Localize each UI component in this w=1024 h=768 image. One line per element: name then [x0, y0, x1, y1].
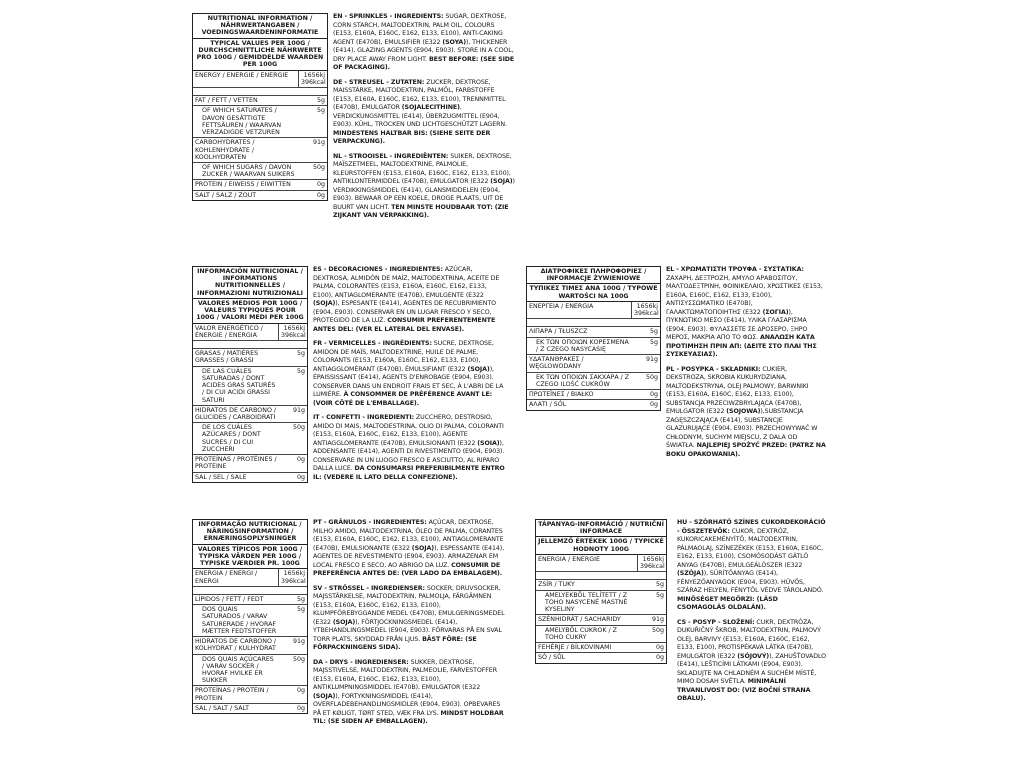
nutrient-label: FAT / FETT / VETTEN	[195, 97, 258, 105]
best-before-text: MINIMÁLNÍ TRVANLIVOST DO: (VIZ BOČNÍ STRANA OBALU).	[677, 678, 811, 702]
nutrient-label: PROTEIN / EIWEISS / EIWITTEN	[195, 181, 291, 189]
ingredients-block	[677, 519, 827, 710]
nutrient-label: FEHÉRJE / BÍLKOVINAMI	[538, 644, 612, 652]
nutrient-value: 5g	[655, 581, 664, 589]
nutrition-table	[526, 266, 661, 411]
ingredients-paragraph	[313, 585, 508, 653]
ingredients-heading: DE - STREUSEL - ZUTATEN:	[333, 78, 425, 86]
ingredients-text: ),SUBSTANCJA ZAGĘSZCZAJĄCA (E414), SUBSTANCJE GLAZURUJĄCE (E904, E903). PRZECHOWYWAĆ W CHŁODNYM, SUCHYM MIEJSCU, Z DALA OD ŚWIATŁA.	[666, 408, 818, 449]
table-subtitle: JELLEMZŐ ÉRTÉKEK 100G / TYPICKÉ HODNOTY 100G	[536, 537, 666, 554]
nutrient-value: 50g	[292, 655, 305, 663]
ingredients-block	[333, 13, 515, 227]
nutrition-table	[192, 266, 308, 483]
table-row	[527, 390, 660, 400]
nutrient-value: 5g	[296, 367, 305, 375]
table-title: NUTRITIONAL INFORMATION / NÄHRWERTANGABEN / VOEDINGSWAARDENINFORMATIE	[193, 14, 327, 39]
ingredients-text: SUGAR, DEXTROSE, CORN STARCH, MALTODEXTRIN, PALM OIL, COLOURS (E153, E160A, E160C, E162, E133, E100), ANTI-CAKING AGENT (E470B), EMULSIFIER (E322	[333, 13, 507, 46]
nutrient-label: LÍPIDOS / FETT / FEDT	[195, 595, 264, 603]
best-before-text: CONSUMIR PREFERENTEMENTE ANTES DEL: (VER EL LATERAL DEL ENVASE).	[313, 317, 496, 333]
table-row	[527, 338, 660, 355]
table-row	[527, 355, 660, 372]
ingredients-text: ZUCCHERO, DESTROSIO, AMIDO DI MAIS, MALTODESTRINA, OLIO DI PALMA, COLORANTI (E153, E160A, E160C, E162, E133, E100), AGENTE ANTIAGGLOMERANTE (E470B), EMULSIONANTI (E322	[313, 414, 504, 447]
ingredients-paragraph	[313, 266, 508, 334]
nutrition-table	[192, 13, 328, 201]
table-row	[193, 163, 327, 180]
ingredients-heading: HU - SZÓRHATÓ SZÍNES CUKORDEKORÁCIÓ - ÖSSZETEVŐK:	[677, 519, 826, 535]
ingredients-block	[313, 519, 508, 733]
ingredients-paragraph	[313, 340, 508, 408]
best-before-text: ΑΝΑΛΩΣΗ ΚΑΤΑ ΠΡΟΤΙΜΗΣΗ ΠΡΙΝ ΑΠ: (ΔΕΙΤΕ ΣΤΟ ΠΛΑΙ ΤΗΣ ΣΥΣΚΕΥΑΣΙΑΣ).	[666, 334, 817, 358]
table-row	[527, 326, 660, 337]
allergen-text: (SOJA)	[332, 618, 356, 626]
nutrient-value: 50g	[312, 163, 325, 171]
ingredients-text: ), FÖRTJOCKNINGSMEDEL (E414), YTBEHANDLINGSMEDEL (E904, E903). FÖRVARAS PÅ EN SVAL TORR PLATS, SKYDDAD FRÅN LJUS.	[313, 618, 502, 643]
best-before-text: BÄST FÖRE: (SE FÖRPACKNINGENS SIDA).	[313, 635, 477, 651]
best-before-text: MINŐSÉGET MEGŐRZI: (LÁSD CSOMAGOLÁS OLDALÁN).	[677, 595, 778, 611]
ingredients-text: CUKR, DEXTRÓZA, DUKUŘIČNÝ ŠKROB, MALTODEXTRIN, PALMOVÝ OLEJ, BARVIVY (E153, E160A, E160C, E162, E133, E100), PROTISPÉKAVÁ LÁTKA (E470B), EMULGÁTOR (E322	[677, 618, 821, 660]
allergen-text: (SZÓJA)	[677, 570, 704, 577]
nutrient-value: 91g	[292, 406, 305, 414]
table-subtitle: VALORES TÍPICOS POR 100G / TYPISKA VÄRDEN PER 100G / TYPISKE VÆRDIER PR. 100G	[193, 545, 307, 570]
nutrient-value: 0g	[296, 473, 305, 481]
ingredients-heading: EN - SPRINKLES - INGREDIENTS:	[333, 13, 444, 20]
nutrient-label: ΑΛΑΤΙ / SÓL	[529, 401, 567, 409]
ingredients-text: ), ÉPAISSISSANT (E414), AGENTS D'ENROBAGE (E904, E903). CONSERVER DANS UN ENDROIT FRAIS ET SEC, À L'ABRI DE LA LUMIÈRE.	[313, 365, 504, 398]
nutrient-value: 91g	[651, 616, 664, 624]
nutrition-table	[535, 519, 667, 664]
allergen-text: (SOJA)	[490, 178, 513, 185]
best-before-text: DA CONSUMARSI PREFERIBILMENTE ENTRO IL: (VEDERE IL LATO DELLA CONFEZIONE).	[313, 465, 505, 481]
nutrient-value: 0g	[655, 654, 664, 662]
table-row	[193, 406, 307, 423]
ingredients-text: ), ESPESANTE (E414), AGENTES DE RECUBRIMIENTO (E904, E903). CONSERVAR EN UN LUGAR FRESCO Y SECO, PROTEGIDO DE LA LUZ.	[313, 300, 496, 324]
table-row	[193, 637, 307, 654]
nutrient-value: 1656kj 396kcal	[631, 302, 660, 318]
ingredients-paragraph	[313, 414, 508, 482]
ingredients-text: ), SŰRÍTŐANYAG (E414), FÉNYEZŐANYAGOK (E904, E903). HŰVÖS, SZÁRAZ HELYEN, FÉNYTŐL VÉDVE TÁROLANDÓ.	[677, 570, 824, 594]
allergen-text: (SOIA)	[477, 439, 500, 447]
nutrient-value: 50g	[645, 373, 658, 381]
nutrient-label: ENERGIA / ENERGI / ENERGI	[195, 570, 258, 585]
nutrient-label: DOS QUAIS SATURADOS / VARAV SATURERADE / HVORAF MÆTTER FEDTSTOFFER	[202, 606, 277, 635]
allergen-text: (SOJA)	[467, 365, 490, 373]
nutrient-label: SAL / SEL / SALE	[195, 473, 247, 481]
ingredients-text: ), FORTYKNINGSMIDDEL (E414), OVERFLADEBEHANDLINGSMIDLER (E904, E903). OPBEVARES PÅ ET KØLIGT, TØRT STED, VÆK FRA LYS.	[313, 692, 501, 717]
ingredients-paragraph	[313, 519, 508, 579]
ingredients-heading: IT - CONFETTI - INGREDIENTI:	[313, 414, 414, 421]
ingredients-paragraph	[333, 79, 515, 147]
ingredients-heading: PL - POSYPKA - SKŁADNIKI:	[666, 365, 761, 373]
nutrient-label: ΕΚ ΤΩΝ ΟΠΟΙΩΝ ΣΑΚΧΑΡΑ / Z CZEGO ILOŚĆ CUKRÓW	[536, 373, 630, 388]
best-before-text: À CONSOMMER DE PRÉFÉRENCE AVANT LE: (VOIR CÔTÉ DE L'EMBALLAGE).	[313, 391, 493, 407]
ingredients-text: ), ZAHUŠŤOVADLO (E414), LEŠTICÍMI LÁTKAMI (E904, E903). SKLADUJTE NA CHLADNÉM A SUCHÉM MÍSTĚ, MIMO DOSAH SVĚTLA.	[677, 652, 826, 685]
ingredients-text: ZUCKER, DEXTROSE, MAISSTÄRKE, MALTODEXTRIN, PALMÖL, FARBSTOFFE (E153, E160A, E160C, E162, E133, E100), TRENNMITTEL (E470B), EMULGATOR	[333, 78, 506, 111]
nutrient-value: 5g	[296, 350, 305, 358]
table-row	[193, 569, 307, 586]
nutrient-value: 1656kj 396kcal	[278, 324, 307, 340]
best-before-text: MINDST HOLDBAR TIL: (SE SIDEN AF EMBALLAGEN).	[313, 709, 504, 725]
table-title: INFORMACIÓN NUTRICIONAL / INFORMATIONS NUTRITIONNELLES / INFORMAZIONI NUTRIZIONALI	[193, 267, 307, 299]
nutrient-value: 0g	[649, 391, 658, 399]
ingredients-paragraph	[677, 619, 827, 704]
nutrient-label: ENERGY / ENERGIE / ENERGIE	[195, 71, 289, 79]
nutrient-value: 91g	[312, 139, 325, 147]
nutrient-value: 5g	[649, 338, 658, 346]
ingredients-heading: CS - POSYP - SLOŽENÍ:	[677, 618, 755, 626]
nutrient-label: AMELYEKBŐL TELÍTETT / Z TOHO NASYCENÉ MASTNÉ KYSELINY	[545, 591, 628, 614]
table-row	[536, 643, 666, 653]
table-row	[193, 191, 327, 200]
table-row	[193, 180, 327, 190]
ingredients-heading: EL - ΧΡΩΜΑΤΙΣΤΗ ΤΡΟΥΦΑ - ΣΥΣΤΑΤΙΚΑ:	[666, 266, 804, 273]
nutrient-value: 0g	[296, 687, 305, 695]
ingredients-text: ) VERDIKKINGSMIDDEL (E414), GLANSMIDDELEN (E904, E903). BEWAAR OP EEN KOELE, DROGE PLAATS, UIT DE BUURT VAN LICHT.	[333, 178, 515, 211]
table-row	[193, 473, 307, 482]
nutrient-value: 0g	[649, 401, 658, 409]
table-row	[193, 106, 327, 138]
ingredients-text: SOCKER, DRUVSOCKER, MAJSSTÄRKELSE, MALTODEXTRIN, PALMOLJA, FÄRGÄMNEN (E153, E160A, E160C, E162, E133, E100), KLUMPFÖREBYGGANDE MEDEL (E470B), EMULGERINGSMEDEL (E322	[313, 584, 505, 626]
ingredients-text: SUCRE, DEXTROSE, AMIDON DE MAÏS, MALTODEXTRINE, HUILE DE PALME, COLORANTS (E153, E160A, E160C, E162, E133, E100), ANTIAGGLOMÉRANT (E470B), ÉMULSIFIANT (E322	[313, 340, 494, 373]
nutrient-label: SÓ / SŮL	[538, 654, 566, 662]
nutrient-value: 5g	[649, 328, 658, 336]
allergen-text: (SOJA)	[313, 692, 336, 700]
nutrient-label: DE LAS CUÁLES SATURADAS / DONT ACIDES GRAS SATURÉS / DI CUI ACIDI GRASSI SATURI	[202, 367, 276, 404]
ingredients-text: ΖΑΧΑΡΗ, ΔΕΞΤΡΟΖΗ, ΑΜΥΛΟ ΑΡΑΒΟΣΙΤΟΥ, ΜΑΛΤΟΔΕΞΤΡΙΝΗ, ΦΟΙΝΙΚΕΛΑΙΟ, ΧΡΩΣΤΙΚΕΣ (E153, E160A, E160C, E162, E133, E100), ΑΝΤΙΣΥΣΣΩΜΑΤΙΚΟ (E470B), ΓΑΛΑΚΤΩΜΑΤΟΠΟΙΗΤΗΣ (E322	[666, 274, 823, 316]
table-subtitle: VALORES MEDIOS POR 100G / VALEURS TYPIQUES POUR 100G / VALORI MEDI PER 100G	[193, 299, 307, 324]
nutrient-label: CARBOHYDRATES / KOHLENHYDRATE / KOOLHYDRATEN	[195, 139, 255, 161]
nutrient-label: HIDRATOS DE CARBONO / GLUCIDES / CARBOIDRATI	[195, 406, 277, 421]
ingredients-paragraph	[313, 659, 508, 727]
nutrient-label: ZSÍR / TUKY	[538, 581, 575, 589]
nutrient-value: 1656kj 396kcal	[637, 555, 666, 571]
best-before-text: NAJLEPIEJ SPOŻYĆ PRZED: (PATRZ NA BOKU OPAKOWANIA).	[666, 442, 826, 458]
table-subtitle: TYPICAL VALUES PER 100G / DURCHSCHNITTLICHE NÄHRWERTE PRO 100G / GEMIDDELDE WAARDEN PER 100G	[193, 39, 327, 71]
nutrient-value: 5g	[655, 591, 664, 599]
table-row	[193, 655, 307, 687]
nutrient-label: OF WHICH SATURATES / DAVON GESÄTTIGTE FETTSÄUREN / WAARVAN VERZADIGDE VETZUREN	[202, 107, 282, 137]
table-row	[193, 686, 307, 703]
ingredients-paragraph	[677, 519, 827, 613]
ingredients-block	[313, 266, 508, 488]
nutrient-label: SALT / SALZ / ZOUT	[195, 191, 257, 199]
ingredients-text: ), THICKENER (E414), GLAZING AGENTS (E904, E903). STORE IN A COOL, DRY PLACE AWAY FROM LIGHT.	[333, 38, 514, 63]
nutrient-label: ENERGIA / ENERGIE	[538, 555, 600, 563]
best-before-text: MINDESTENS HALTBAR BIS: (SIEHE SEITE DER VERPACKUNG).	[333, 129, 491, 145]
nutrient-value: 0g	[655, 644, 664, 652]
ingredients-heading: DA - DRYS - INGREDIENSER:	[313, 658, 409, 666]
table-row	[193, 348, 307, 366]
table-title: INFORMAÇÃO NUTRICIONAL / NÄRINGSINFORMATION / ERNÆRINGSOPLYSNINGER	[193, 520, 307, 545]
nutrient-value: 5g	[296, 606, 305, 614]
nutrient-label: SAL / SALT / SALT	[195, 704, 249, 712]
nutrient-value: 50g	[651, 626, 664, 634]
nutrient-value: 50g	[292, 424, 305, 432]
nutrient-value: 5g	[296, 595, 305, 603]
nutrient-label: SZÉNHIDRÁT / SACHARIDY	[538, 616, 621, 624]
ingredients-text: , VERDICKUNGSMITTEL (E414), ÜBERZUGMITTEL (E904, E903). KÜHL, TROCKEN UND LICHTGESCHÜTZT LAGERN.	[333, 104, 507, 128]
ingredients-text: CUKIER, DEKSTROZA, SKROBIA KUKURYDZIANA, MALTODEKSTRYNA, OLEJ PALMOWY, BARWNIKI (E153, E160A, E160C, E162, E133, E100), SUBSTANCJA PRZECIWZBRYLAJĄCA (E470B), EMULGATOR (E322	[666, 365, 809, 415]
table-row	[527, 400, 660, 409]
nutrient-value: 91g	[645, 356, 658, 364]
nutrient-label: ΕΝΕΡΓΕΙΑ / ENERGIA	[529, 302, 594, 310]
allergen-text: (SOYA)	[442, 38, 466, 46]
allergen-text: (SOJA)	[313, 300, 336, 307]
table-row	[193, 367, 307, 406]
best-before-text: BEST BEFORE: (SEE SIDE OF PACKAGING).	[333, 55, 515, 71]
table-title: ΔΙΑΤΡΟΦΙΚΕΣ ΠΛΗΡΟΦΟΡΙΕΣ / INFORMACJE ŻYWIENIOWE	[527, 267, 660, 284]
ingredients-text: SUIKER, DEXTROSE, MAÏSZETMEEL, MALTODEXTRINE, PALMOLIE, KLEURSTOFFEN (E153, E160A, E160C, E162, E133, E100), ANTIKLONTERMIDDEL (E470B), EMULGATOR (E322	[333, 152, 512, 185]
ingredients-heading: FR - VERMICELLES - INGRÉDIENTS:	[313, 340, 432, 347]
table-subtitle: ΤΥΠΙΚΕΣ ΤΙΜΕΣ ΑΝΑ 100G / TYPOWE WARTOŚCI NA 100G	[527, 284, 660, 301]
ingredients-paragraph	[333, 13, 515, 73]
nutrient-value: 5g	[316, 97, 325, 105]
table-row	[527, 302, 660, 319]
allergen-text: (ΣΟΓΙΑ)	[762, 308, 789, 316]
ingredients-text: CUKOR, DEXTRÓZ, KUKORICAKEMÉNYÍTŐ, MALTODEXTRIN, PÁLMAOLAJ, SZÍNEZÉKEK (E153, E160A, E160C, E162, E133, E100), CSOMÓSODÁST GÁTLÓ ANYAG (E470B), EMULGEÁLÓSZER (E322	[677, 527, 823, 569]
nutrient-value: 91g	[292, 638, 305, 646]
nutrient-value: 1656kj 396kcal	[278, 569, 307, 585]
table-row	[193, 594, 307, 605]
table-row	[193, 455, 307, 472]
nutrient-label: AMELYBŐL CUKROK / Z TOHO CUKRY	[545, 626, 617, 641]
ingredients-text: SUKKER, DEXTROSE, MAJSSTIVELSE, MALTODEXTRIN, PALMEOLIE, FARVESTOFFER (E153, E160A, E160C, E162, E133, E100), ANTIKLUMPNINGSMIDDEL (E470B), EMULGATOR (E322	[313, 658, 497, 691]
table-row	[536, 591, 666, 616]
ingredients-paragraph	[666, 366, 826, 460]
table-row	[536, 653, 666, 662]
ingredients-block	[666, 266, 826, 465]
nutrient-value: 0g	[316, 191, 325, 199]
ingredients-text: AZÚCAR, DEXTROSA, ALMIDÓN DE MAÍZ, MALTODEXTRINA, ACEITE DE PALMA, COLORANTES (E153, E160A, E160C, E162, E133, E100), ANTIAGLOMERANTE (E470B), EMULGENTE (E322	[313, 266, 500, 299]
nutrition-table	[192, 519, 308, 714]
table-row	[536, 555, 666, 572]
table-row	[193, 71, 327, 88]
nutrient-label: OF WHICH SUGARS / DAVON ZUCKER / WAARVAN SUIKERS	[202, 163, 295, 179]
nutrient-label: GRASAS / MATIÈRES GRASSES / GRASSI	[195, 350, 259, 365]
nutrient-label: HIDRATOS DE CARBONO / KOLHYDRAT / KULHYDRAT	[195, 638, 277, 653]
nutrient-value: 5g	[316, 107, 325, 115]
table-title: TÁPANYAG-INFORMÁCIÓ / NUTRIČNÍ INFORMACE	[536, 520, 666, 537]
nutrient-label: PROTEÍNAS / PROTEIN / PROTEIN	[195, 687, 269, 702]
nutrient-label: DOS QUAIS AÇÚCARES / VARAV SOCKER / HVORAF HVILKE ER SUKKER	[202, 655, 274, 685]
ingredients-heading: SV - STRÖSSEL - INGREDIENSER:	[313, 584, 425, 592]
ingredients-text: AÇÚCAR, DEXTROSE, MILHO AMIDO, MALTODEXTRINA, ÓLEO DE PALMA, CORANTES (E153, E160A, E160C, E162, E133, E100), ANTIAGLOMERANTE (E470B), EMULSIONANTE (E322	[313, 519, 504, 552]
table-row	[193, 704, 307, 713]
nutrient-value: 1656kj 396kcal	[298, 71, 327, 87]
nutrient-value: 0g	[316, 181, 325, 189]
nutrient-label: ΠΡΩΤΕΪΝΕΣ / BIAŁKO	[529, 391, 594, 399]
allergen-text: (SÓJOVÝ)	[737, 652, 770, 660]
table-row	[193, 95, 327, 106]
table-row	[193, 423, 307, 455]
table-row	[527, 373, 660, 390]
allergen-text: (SOJOWA)	[726, 408, 761, 415]
table-row	[536, 626, 666, 643]
ingredients-paragraph	[333, 153, 515, 221]
ingredients-text: ), ΠΥΚΝΩΤΙΚΟ ΜΕΣΟ (E414), ΥΛΙΚΑ ΓΛΑΣΑΡΙΣΜΑ (E904, E903). ΦΥΛΑΣΣΕΤΕ ΣΕ ΔΡΟΣΕΡΟ, ΞΗΡΟ ΜΕΡΟΣ, ΜΑΚΡΙΑ ΑΠΟ ΤΟ ΦΩΣ.	[666, 308, 808, 341]
table-row	[536, 579, 666, 590]
allergen-text: (SOJALECITHINE)	[401, 104, 460, 111]
nutrient-value: 0g	[296, 704, 305, 712]
best-before-text: TEN MINSTE HOUDBAAR TOT: (ZIE ZIJKANT VAN VERPAKKING).	[333, 203, 509, 219]
nutrient-label: ΕΚ ΤΩΝ ΟΠΟΙΩΝ ΚΟΡΕΣΜΕΝΑ / Z CZEGO NASYCASIĘ	[536, 338, 629, 353]
nutrient-label: PROTEÍNAS / PROTÉINES / PROTEINE	[195, 456, 277, 471]
ingredients-heading: PT - GRÂNULOS - INGREDIENTES:	[313, 519, 427, 526]
nutrient-label: ΥΔΑΤΑΝΘΡΑΚΕΣ / WĘGLOWODANY	[529, 356, 584, 371]
ingredients-heading: ES - DECORACIONES - INGREDIENTES:	[313, 266, 443, 273]
ingredients-heading: NL - STROOISEL - INGREDIËNTEN:	[333, 152, 449, 160]
allergen-text: (SOJA)	[411, 544, 435, 552]
ingredients-paragraph	[666, 266, 826, 360]
nutrient-label: DE LOS CUÁLES AZÚCARES / DONT SUCRES / DI CUI ZUCCHERI	[202, 424, 261, 453]
table-row	[193, 138, 327, 163]
ingredients-text: ), ESPESSANTE (E414), AGENTES DE REVESTIMENTO (E904, E903). ARMAZENAR EM LOCAL FRESCO E SECO, AO ABRIGO DA LUZ.	[313, 544, 505, 569]
table-row	[193, 605, 307, 637]
nutrient-value: 0g	[296, 456, 305, 464]
table-row	[536, 615, 666, 625]
nutrient-label: VALOR ENERGÉTICO / ÉNERGIE / ENERGIA	[195, 324, 263, 339]
best-before-text: CONSUMIR DE PREFERÊNCIA ANTES DE: (VER LADO DA EMBALAGEM).	[313, 561, 503, 577]
table-row	[193, 324, 307, 341]
ingredients-text: ), ADDENSANTE (E414), AGENTI DI RIVESTIMENTO (E904, E903). CONSERVARE IN UN LUOGO FRESCO E ASCIUTTO, AL RIPARO DALLA LUCE.	[313, 439, 505, 472]
nutrient-label: ΛΙΠΑΡΑ / TŁUSZCZ	[529, 328, 588, 336]
